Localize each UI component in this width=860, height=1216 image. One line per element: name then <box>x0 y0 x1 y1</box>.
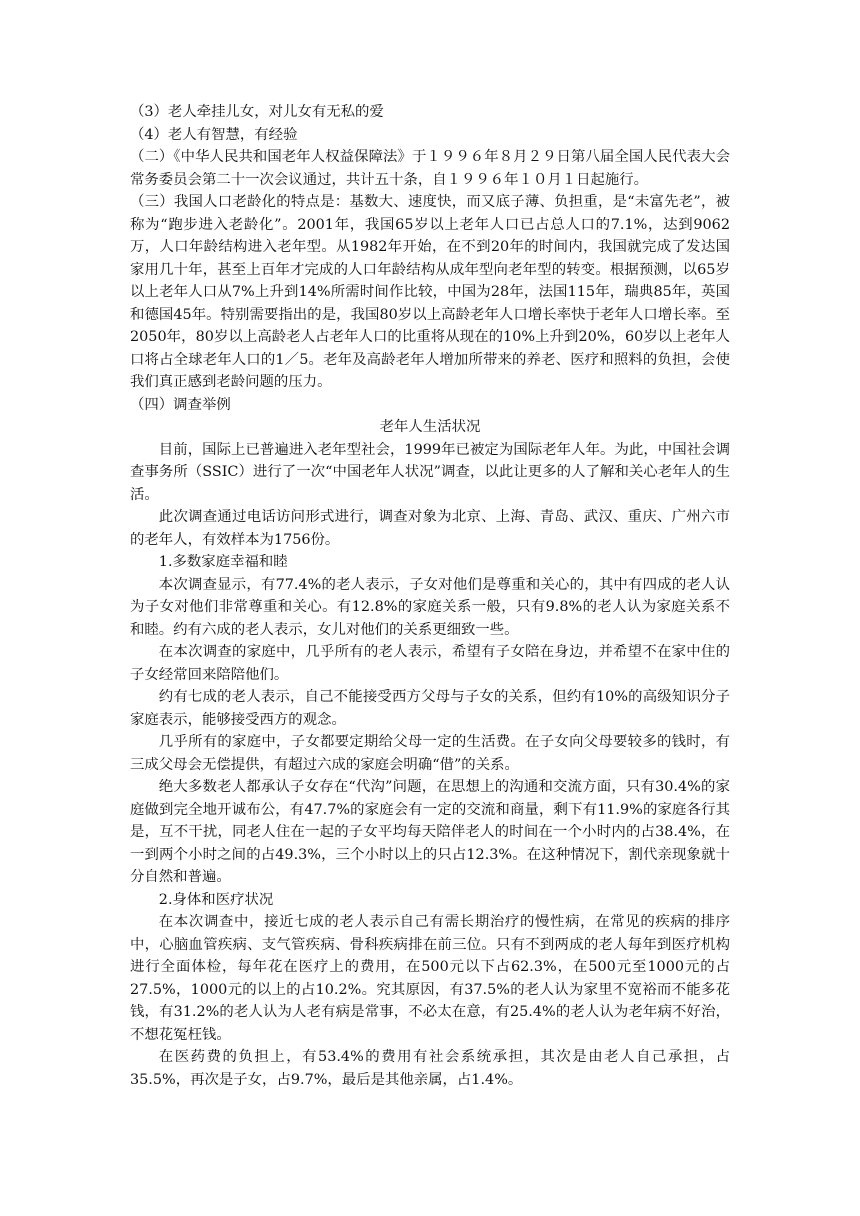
list-item-3: （3）老人牵挂儿女，对儿女有无私的爱 <box>130 104 384 120</box>
section-3-aging-paragraph: （三）我国人口老龄化的特点是：基数大、速度快，而又底子薄、负担重，是“未富先老”，被称为“跑步进入老龄化”。2001年，我国65岁以上老年人口已占总人口的7.1%，达到9062万，人口年龄结构进入老年型。从1982年开始，在不到20年的时间内，我国就完成了发达国家用几十年，甚至上百年才完成的人口年龄结构从成年型向老年型的转变。根据预测，以65岁以上老年人口从7%上升到14%所需时间作比较，中国为28年，法国115年，瑞典85年，英国和德国45年。特别需要指出的是，我国80岁以上高龄老年人口增长率快于老年人口增长率。至2050年，80岁以上高龄老人占老年人口的比重将从现在的10%上升到20%，60岁以上老年人口将占全球老年人口的1／5。老年及高龄老年人增加所带来的养老、医疗和照料的负担，会使我们真正感到老龄问题的压力。 <box>130 194 730 390</box>
document-page <box>130 101 730 1091</box>
subheading-health: 2.身体和医疗状况 <box>158 891 274 908</box>
family-paragraph-4: 几乎所有的家庭中，子女都要定期给父母一定的生活费。在子女向父母要较多的钱时，有三成父母会无偿提供，有超过六成的家庭会明确“借”的关系。 <box>130 734 730 773</box>
family-paragraph-3: 约有七成的老人表示，自己不能接受西方父母与子女的关系，但约有10%的高级知识分子家庭表示，能够接受西方的观念。 <box>130 689 730 728</box>
health-paragraph-1: 在本次调查中，接近七成的老人表示自己有需长期治疗的慢性病，在常见的疾病的排序中，心脑血管疾病、支气管疾病、骨科疾病排在前三位。只有不到两成的老人每年到医疗机构进行全面体检，每年花在医疗上的费用，在500元以下占62.3%，在500元至1000元的占27.5%，1000元的以上的占10.2%。究其原因，有37.5%的老人认为家里不宽裕而不能多花钱，有31.2%的老人认为人老有病是常事，不必太在意，有25.4%的老人认为老年病不好治，不想花冤枉钱。 <box>130 914 730 1043</box>
subheading-family: 1.多数家庭幸福和睦 <box>158 554 288 570</box>
section-2-law-paragraph: （二）《中华人民共和国老年人权益保障法》于１９９６年８月２９日第八届全国人民代表大会常务委员会第二十一次会议通过，共计五十条，自１９９６年１０月１日起施行。 <box>130 149 730 188</box>
family-paragraph-5: 绝大多数老人都承认子女存在“代沟”问题，在思想上的沟通和交流方面，只有30.4%的家庭做到完全地开诚布公，有47.7%的家庭会有一定的交流和商量，剩下有11.9%的家庭各行其是，互不干扰，同老人住在一起的子女平均每天陪伴老人的时间在一个小时内的占38.4%，在一到两个小时之间的占49.3%，三个小时以上的只占12.3%。在这种情况下，割代亲现象就十分自然和普遍。 <box>130 779 730 885</box>
health-paragraph-2: 在医药费的负担上，有53.4%的费用有社会系统承担，其次是由老人自己承担，占35.5%，再次是子女，占9.7%，最后是其他亲属，占1.4%。 <box>130 1049 730 1088</box>
family-paragraph-1: 本次调查显示，有77.4%的老人表示，子女对他们是尊重和关心的，其中有四成的老人认为子女对他们非常尊重和关心。有12.8%的家庭关系一般，只有9.8%的老人认为家庭关系不和睦。约有六成的老人表示，女儿对他们的关系更细致一些。 <box>130 576 730 638</box>
family-paragraph-2: 在本次调查的家庭中，几乎所有的老人表示，希望有子女陪在身边，并希望不在家中住的子女经常回来陪陪他们。 <box>130 644 730 683</box>
list-item-4: （4）老人有智慧，有经验 <box>130 126 298 143</box>
article-title: 老年人生活状况 <box>379 419 481 435</box>
section-4-heading: （四）调查举例 <box>130 396 231 413</box>
survey-method-paragraph: 此次调查通过电话访问形式进行，调查对象为北京、上海、青岛、武汉、重庆、广州六市的老年人，有效样本为1756份。 <box>130 509 730 548</box>
intro-paragraph: 目前，国际上已普遍进入老年型社会，1999年已被定为国际老年人年。为此，中国社会调查事务所（SSIC）进行了一次“中国老年人状况”调查，以此让更多的人了解和关心老年人的生活。 <box>130 441 730 503</box>
